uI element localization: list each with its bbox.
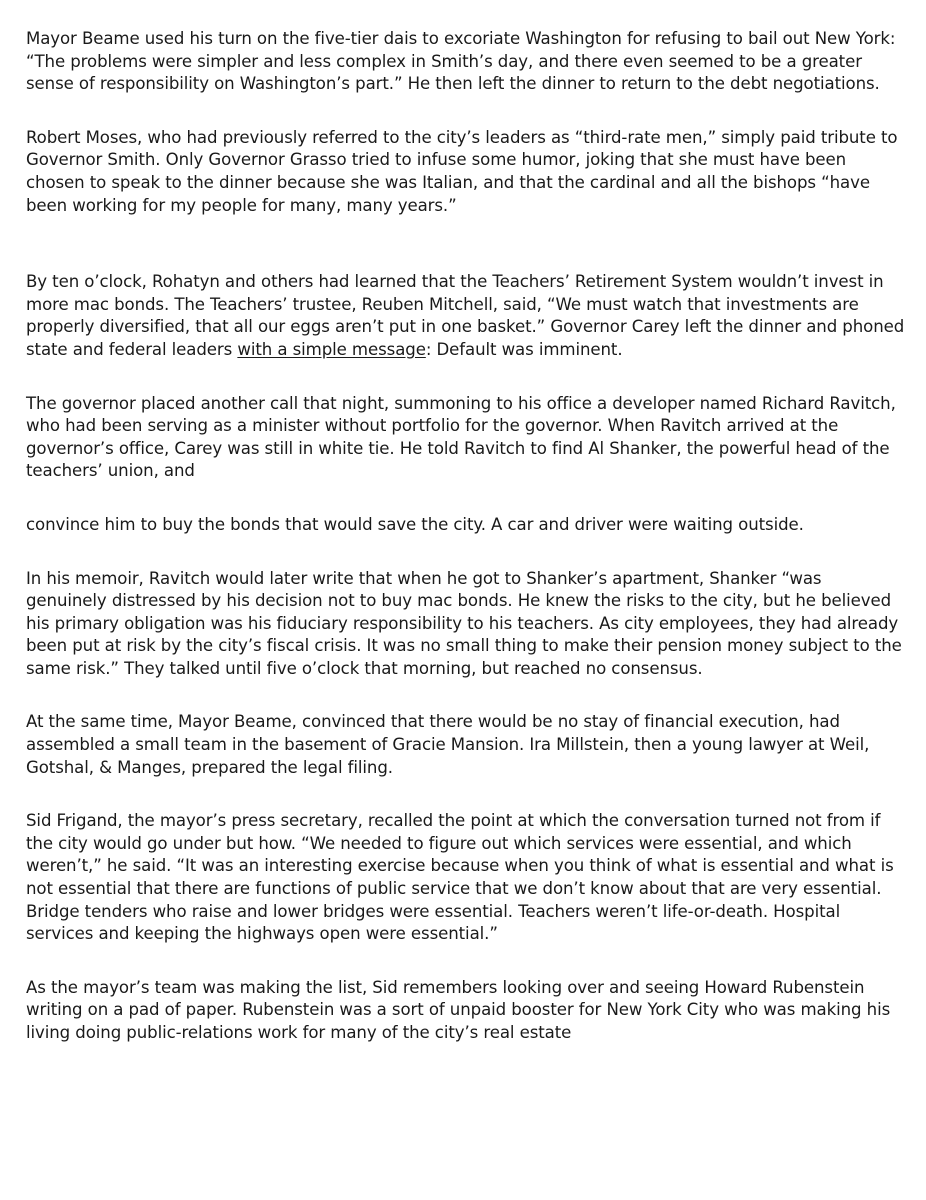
paragraph-gracie-mansion: At the same time, Mayor Beame, convinced that there would be no stay of financial execution, had assembled a small team in the basement of Gracie Mansion. Ira Millstein, then a young lawyer at Weil, Gotshal, & Manges, prepared the legal filing. <box>26 712 870 777</box>
paragraph-rubenstein: As the mayor’s team was making the list, Sid remembers looking over and seeing Howard Rubenstein writing on a pad of paper. Rubenstein was a sort of unpaid booster for New York City who was making his living doing public-relations work for many of the city’s real estate <box>26 977 891 1042</box>
paragraph-text-before-link: By ten o’clock, Rohatyn and others had learned that the Teachers’ Retirement System wouldn’t invest in more mac bonds. The Teachers’ trustee, Reuben Mitchell, said, “We must watch that investments are properly diversified, that all our eggs aren’t put in one basket.” Governor Carey left the dinner and phoned state and federal leaders <box>26 272 905 359</box>
simple-message-link[interactable]: with a simple message <box>237 339 426 359</box>
document-page <box>26 28 906 1045</box>
paragraph-teachers-retirement <box>26 271 906 361</box>
paragraph-beame-dais: Mayor Beame used his turn on the five-tier dais to excoriate Washington for refusing to bail out New York: “The problems were simpler and less complex in Smith’s day, and there even seemed to be a greater sense of responsibility on Washington’s part.” He then left the dinner to return to the debt negotiations. <box>26 29 896 94</box>
paragraph-text-after-link: : Default was imminent. <box>425 339 623 359</box>
paragraph-ravitch-call: The governor placed another call that night, summoning to his office a developer named Richard Ravitch, who had been serving as a minister without portfolio for the governor. When Ravitch arrived at the governor’s office, Carey was still in white tie. He told Ravitch to find Al Shanker, the powerful head of the teachers’ union, and <box>26 393 896 481</box>
paragraph-convince-shanker: convince him to buy the bonds that would save the city. A car and driver were waiting outside. <box>26 514 804 534</box>
paragraph-moses-grasso: Robert Moses, who had previously referred to the city’s leaders as “third-rate men,” simply paid tribute to Governor Smith. Only Governor Grasso tried to infuse some humor, joking that she must have been chosen to speak to the dinner because she was Italian, and that the cardinal and all the bishops “have been working for my people for many, many years.” <box>26 127 898 215</box>
paragraph-frigand-services: Sid Frigand, the mayor’s press secretary, recalled the point at which the conversation turned not from if the city would go under but how. “We needed to figure out which services were essential, and which weren’t,” he said. “It was an interesting exercise because when you think of what is essential and what is not essential that there are functions of public service that we don’t know about that are very essential. Bridge tenders who raise and lower bridges were essential. Teachers weren’t life-or-death. Hospital services and keeping the highways open were essential.” <box>26 811 894 944</box>
paragraph-ravitch-memoir: In his memoir, Ravitch would later write that when he got to Shanker’s apartment, Shanker “was genuinely distressed by his decision not to buy mac bonds. He knew the risks to the city, but he believed his primary obligation was his fiduciary responsibility to his teachers. As city employees, they had already been put at risk by the city’s fiscal crisis. It was no small thing to make their pension money subject to the same risk.” They talked until five o’clock that morning, but reached no consensus. <box>26 568 902 678</box>
